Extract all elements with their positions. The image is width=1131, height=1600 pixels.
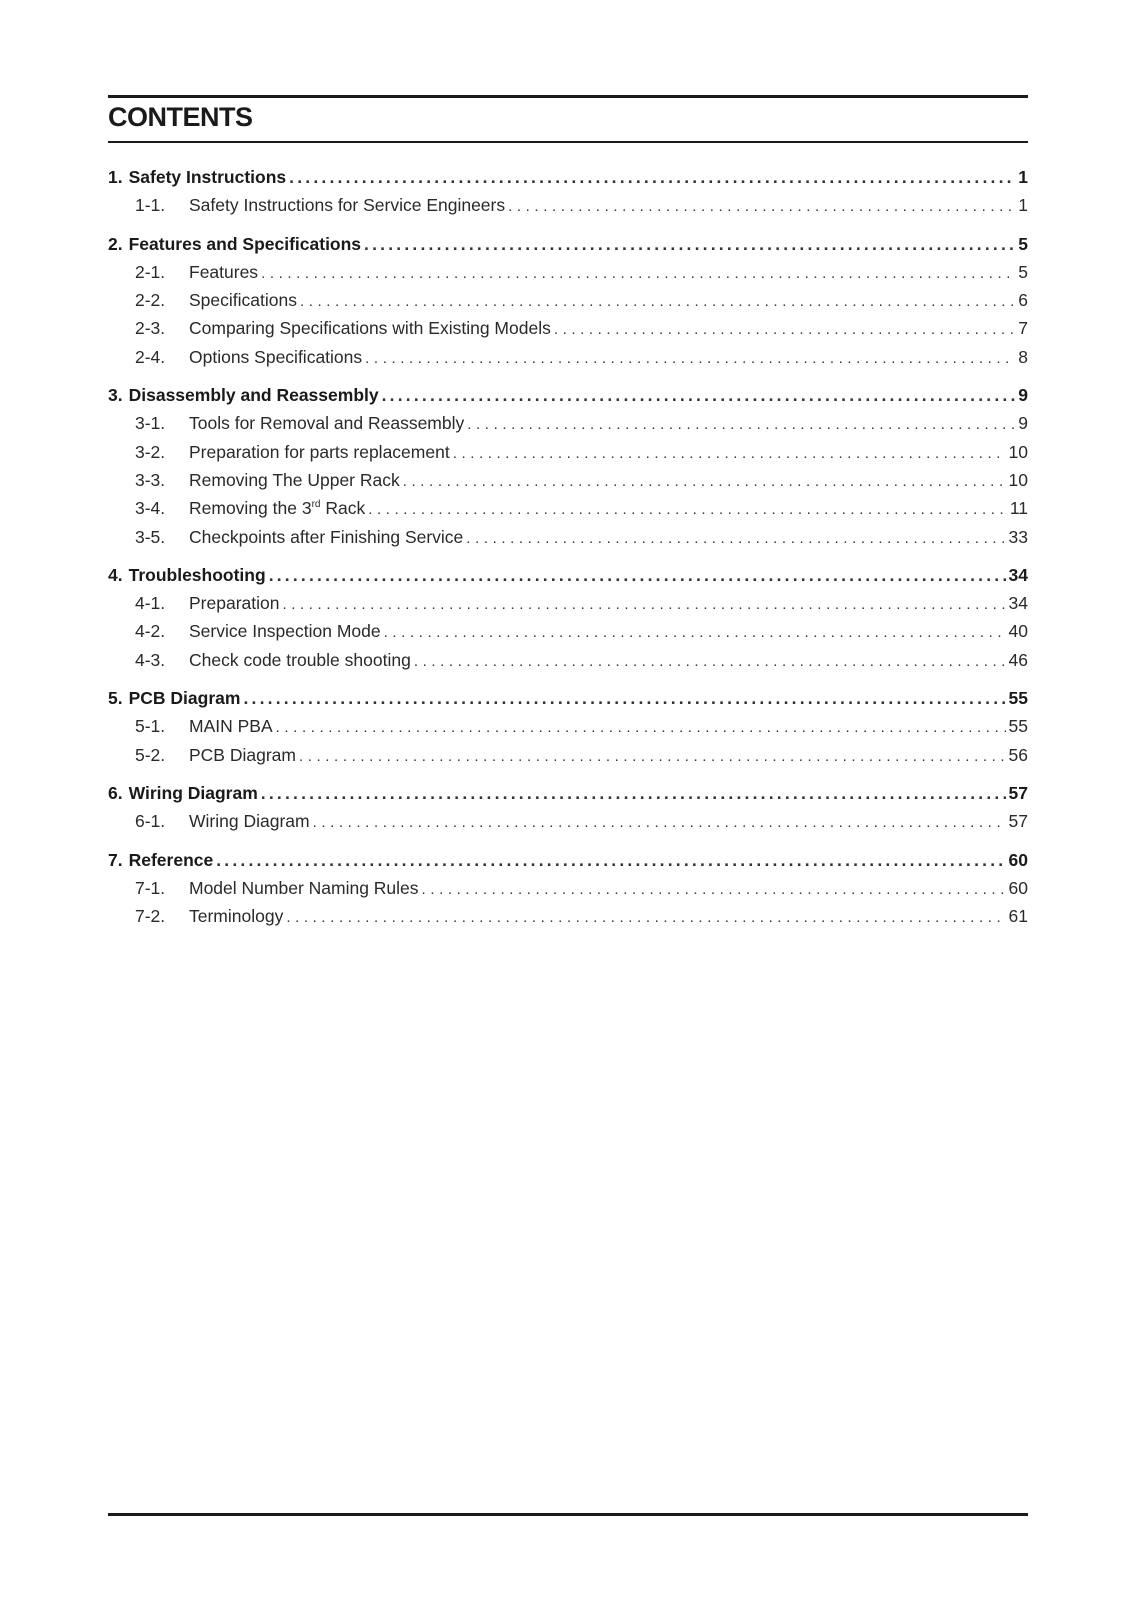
- dot-leader: [554, 314, 1015, 342]
- toc-section-entry[interactable]: [108, 381, 1028, 409]
- dot-leader: [299, 741, 1006, 769]
- toc-section: [108, 381, 1028, 551]
- subsection-title: Specifications: [189, 290, 297, 311]
- subsection-page-number: 8: [1018, 346, 1028, 367]
- subsection-page-number: 6: [1018, 290, 1028, 311]
- subsection-number: 3-3.: [135, 469, 166, 490]
- subsection-number: 3-1.: [135, 413, 166, 434]
- dot-leader: [466, 523, 1005, 551]
- subsection-title: Removing The Upper Rack: [189, 469, 400, 490]
- toc-subsection-entry[interactable]: [108, 286, 1028, 314]
- subsection-page-number: 11: [1009, 498, 1028, 519]
- subsection-number: 4-1.: [135, 593, 166, 614]
- table-of-contents: [108, 163, 1028, 940]
- subsection-page-number: 10: [1008, 469, 1028, 490]
- section-title: Reference: [128, 849, 214, 870]
- section-number: 5.: [108, 688, 123, 709]
- subsection-number: 6-1.: [135, 811, 166, 832]
- toc-subsection-entry[interactable]: [108, 523, 1028, 551]
- subsection-number: 3-4.: [135, 498, 166, 519]
- subsection-number: 3-5.: [135, 526, 166, 547]
- subsection-number: 2-4.: [135, 346, 166, 367]
- subsection-title: Wiring Diagram: [189, 811, 310, 832]
- section-page-number: 5: [1018, 233, 1028, 254]
- toc-subsection-entry[interactable]: [108, 409, 1028, 437]
- subsection-number: 2-2.: [135, 290, 166, 311]
- dot-leader: [368, 494, 1007, 522]
- toc-subsection-entry[interactable]: [108, 466, 1028, 494]
- subsection-title: Model Number Naming Rules: [189, 877, 419, 898]
- toc-section-entry[interactable]: [108, 846, 1028, 874]
- subsection-page-number: 33: [1008, 526, 1028, 547]
- toc-section-entry[interactable]: [108, 779, 1028, 807]
- toc-subsection-entry[interactable]: [108, 617, 1028, 645]
- dot-leader: [384, 617, 1006, 645]
- dot-leader: [216, 846, 1005, 874]
- dot-leader: [382, 381, 1016, 409]
- section-title: Wiring Diagram: [128, 782, 258, 803]
- section-number: 4.: [108, 564, 123, 585]
- ordinal-superscript: rd: [311, 499, 321, 511]
- subsection-title: Preparation for parts replacement: [189, 441, 450, 462]
- subsection-title: Check code trouble shooting: [189, 649, 411, 670]
- subsection-page-number: 1: [1018, 195, 1028, 216]
- subsection-title: MAIN PBA: [189, 716, 273, 737]
- dot-leader: [243, 684, 1005, 712]
- section-page-number: 34: [1008, 564, 1028, 585]
- subsection-number: 5-2.: [135, 744, 166, 765]
- dot-leader: [269, 561, 1006, 589]
- toc-section-entry[interactable]: [108, 684, 1028, 712]
- section-title: Disassembly and Reassembly: [128, 385, 379, 406]
- subsection-title: Features: [189, 261, 259, 282]
- section-number: 1.: [108, 167, 123, 187]
- subsection-title: Terminology: [189, 906, 284, 927]
- subsection-title: PCB Diagram: [189, 744, 296, 765]
- toc-subsection-entry[interactable]: [108, 874, 1028, 902]
- top-rule: [108, 95, 1028, 98]
- dot-leader: [261, 258, 1015, 286]
- section-page-number: 1: [1018, 167, 1028, 187]
- dot-leader: [282, 589, 1005, 617]
- toc-subsection-entry[interactable]: [108, 314, 1028, 342]
- dot-leader: [364, 230, 1015, 258]
- subsection-number: 4-2.: [135, 621, 166, 642]
- subsection-number: 2-3.: [135, 318, 166, 339]
- dot-leader: [286, 902, 1005, 930]
- dot-leader: [453, 438, 1006, 466]
- dot-leader: [467, 409, 1015, 437]
- section-page-number: 55: [1008, 688, 1028, 709]
- subsection-title: Checkpoints after Finishing Service: [189, 526, 464, 547]
- dot-leader: [261, 779, 1006, 807]
- toc-section: [108, 163, 1028, 220]
- page-title: CONTENTS: [108, 102, 253, 132]
- subsection-number: 7-1.: [135, 877, 166, 898]
- dot-leader: [313, 807, 1006, 835]
- dot-leader: [414, 646, 1006, 674]
- subsection-title: Preparation: [189, 593, 280, 614]
- toc-section: [108, 846, 1028, 931]
- subsection-number: 3-2.: [135, 441, 166, 462]
- toc-section: [108, 684, 1028, 769]
- subsection-title: Comparing Specifications with Existing Models: [189, 318, 551, 339]
- toc-section: [108, 230, 1028, 371]
- toc-subsection-entry[interactable]: [108, 807, 1028, 835]
- toc-subsection-entry[interactable]: [108, 589, 1028, 617]
- subsection-page-number: 56: [1008, 744, 1028, 765]
- subsection-title: Service Inspection Mode: [189, 621, 381, 642]
- subsection-page-number: 34: [1008, 593, 1028, 614]
- section-page-number: 57: [1008, 782, 1028, 803]
- dot-leader: [422, 874, 1006, 902]
- toc-section-entry[interactable]: [108, 163, 1028, 191]
- section-title: Features and Specifications: [128, 233, 362, 254]
- section-number: 7.: [108, 849, 123, 870]
- subsection-page-number: 46: [1008, 649, 1028, 670]
- toc-subsection-entry[interactable]: [108, 191, 1028, 219]
- section-title: Safety Instructions: [128, 167, 287, 187]
- toc-subsection-entry[interactable]: [108, 494, 1028, 522]
- title-rule: [108, 141, 1028, 143]
- subsection-page-number: 60: [1008, 877, 1028, 898]
- dot-leader: [508, 191, 1015, 219]
- toc-subsection-entry[interactable]: [108, 646, 1028, 674]
- section-number: 6.: [108, 782, 123, 803]
- subsection-page-number: 61: [1008, 906, 1028, 927]
- toc-section-entry[interactable]: [108, 561, 1028, 589]
- subsection-number: 1-1.: [135, 195, 166, 216]
- subsection-page-number: 5: [1018, 261, 1028, 282]
- section-title: PCB Diagram: [128, 688, 241, 709]
- dot-leader: [403, 466, 1006, 494]
- subsection-page-number: 10: [1008, 441, 1028, 462]
- toc-section-entry[interactable]: [108, 230, 1028, 258]
- subsection-title: Removing the 3rd Rack: [189, 498, 366, 519]
- subsection-title: Safety Instructions for Service Engineers: [189, 195, 506, 216]
- subsection-page-number: 7: [1018, 318, 1028, 339]
- subsection-title: Tools for Removal and Reassembly: [189, 413, 465, 434]
- subsection-page-number: 57: [1008, 811, 1028, 832]
- subsection-number: 5-1.: [135, 716, 166, 737]
- subsection-page-number: 9: [1018, 413, 1028, 434]
- subsection-title: Options Specifications: [189, 346, 363, 367]
- section-number: 2.: [108, 233, 123, 254]
- dot-leader: [276, 712, 1006, 740]
- toc-subsection-entry[interactable]: [108, 258, 1028, 286]
- dot-leader: [300, 286, 1015, 314]
- toc-subsection-entry[interactable]: [108, 741, 1028, 769]
- section-number: 3.: [108, 385, 123, 406]
- bottom-rule: [108, 1513, 1028, 1516]
- subsection-number: 7-2.: [135, 906, 166, 927]
- toc-section: [108, 779, 1028, 836]
- subsection-number: 4-3.: [135, 649, 166, 670]
- toc-subsection-entry[interactable]: [108, 712, 1028, 740]
- section-title: Troubleshooting: [128, 564, 266, 585]
- toc-section: [108, 561, 1028, 674]
- toc-subsection-entry[interactable]: [108, 438, 1028, 466]
- section-page-number: 60: [1008, 849, 1028, 870]
- dot-leader: [365, 343, 1015, 371]
- dot-leader: [289, 163, 1015, 191]
- toc-subsection-entry[interactable]: [108, 902, 1028, 930]
- subsection-page-number: 55: [1008, 716, 1028, 737]
- section-page-number: 9: [1018, 385, 1028, 406]
- subsection-number: 2-1.: [135, 261, 166, 282]
- subsection-page-number: 40: [1008, 621, 1028, 642]
- toc-subsection-entry[interactable]: [108, 343, 1028, 371]
